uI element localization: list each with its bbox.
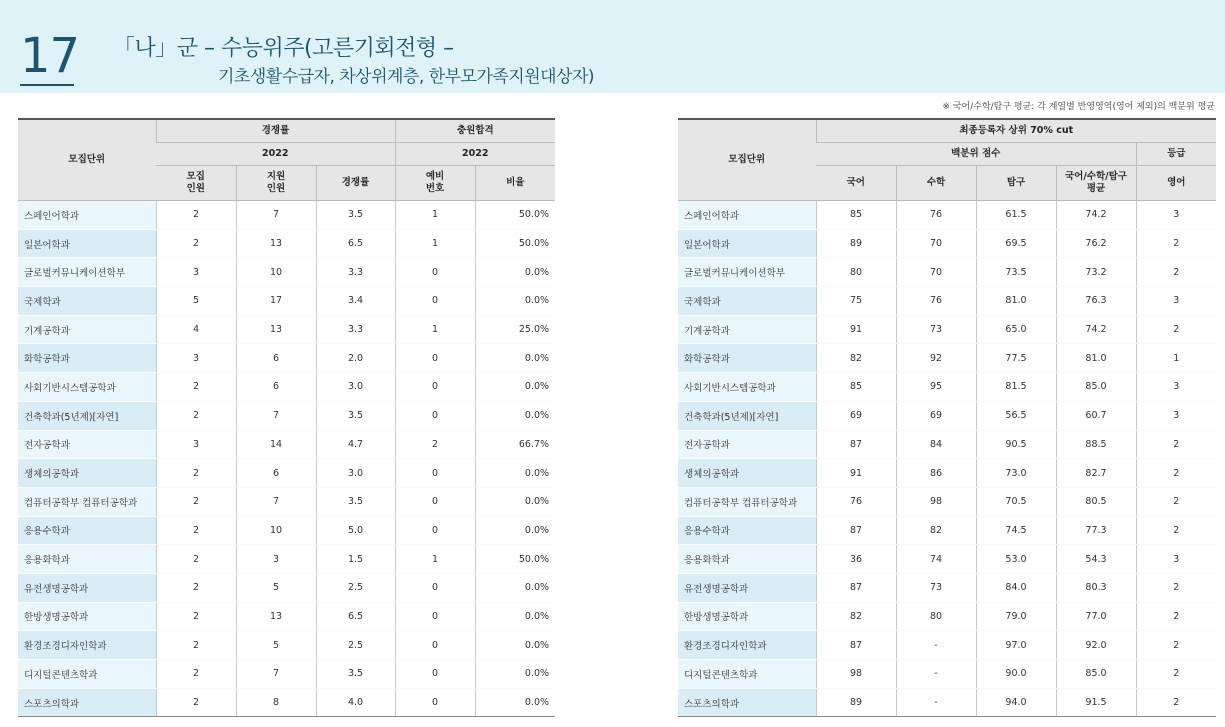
cell-reserve: 0 xyxy=(395,516,475,545)
cell-unit-name: 화학공학과 xyxy=(678,344,816,373)
cell-reserve: 0 xyxy=(395,459,475,488)
table-row xyxy=(678,344,1216,373)
table-row xyxy=(18,258,555,287)
cell-unit-name: 사회기반시스템공학과 xyxy=(18,373,156,402)
cell-rate: 6.5 xyxy=(316,229,395,258)
table-row xyxy=(18,315,555,344)
cell-math: 73 xyxy=(896,573,976,602)
cell-unit-name: 컴퓨터공학부 컴퓨터공학과 xyxy=(18,487,156,516)
page-subtitle: 기초생활수급자, 차상위계층, 한부모가족지원대상자) xyxy=(218,67,595,87)
cell-english: 2 xyxy=(1136,631,1216,660)
cell-ratio: 0.0% xyxy=(475,688,555,717)
table-row xyxy=(678,459,1216,488)
cell-english: 2 xyxy=(1136,573,1216,602)
cell-recruit: 3 xyxy=(156,430,236,459)
header-recruit xyxy=(156,166,236,201)
cell-unit-name: 스포츠의학과 xyxy=(18,688,156,717)
cell-reserve: 0 xyxy=(395,287,475,316)
cell-ratio: 0.0% xyxy=(475,287,555,316)
header-inquiry: 탐구 xyxy=(976,166,1056,201)
table-row xyxy=(678,631,1216,660)
cell-applicants: 13 xyxy=(236,229,316,258)
cell-unit-name: 기계공학과 xyxy=(678,315,816,344)
cell-average: 74.2 xyxy=(1056,201,1136,230)
cell-math: 70 xyxy=(896,258,976,287)
header-applicants xyxy=(236,166,316,201)
cell-unit-name: 유전생명공학과 xyxy=(678,573,816,602)
cell-math: 86 xyxy=(896,459,976,488)
cell-math: 82 xyxy=(896,516,976,545)
cell-inquiry: 69.5 xyxy=(976,229,1056,258)
cell-unit-name: 응용화학과 xyxy=(18,545,156,574)
cell-recruit: 2 xyxy=(156,516,236,545)
table-row xyxy=(678,573,1216,602)
cell-rate: 3.5 xyxy=(316,401,395,430)
cell-inquiry: 74.5 xyxy=(976,516,1056,545)
cell-unit-name: 기계공학과 xyxy=(18,315,156,344)
header-grade: 등급 xyxy=(1136,143,1216,166)
cell-korean: 87 xyxy=(816,573,896,602)
header-unit: 모집단위 xyxy=(18,119,156,201)
cell-english: 2 xyxy=(1136,459,1216,488)
cell-ratio: 66.7% xyxy=(475,430,555,459)
cell-average: 76.2 xyxy=(1056,229,1136,258)
cell-inquiry: 77.5 xyxy=(976,344,1056,373)
cell-math: 74 xyxy=(896,545,976,574)
cell-math: 76 xyxy=(896,287,976,316)
cell-unit-name: 응용화학과 xyxy=(678,545,816,574)
cell-reserve: 1 xyxy=(395,545,475,574)
cell-applicants: 17 xyxy=(236,287,316,316)
table-row xyxy=(678,602,1216,631)
cell-reserve: 0 xyxy=(395,373,475,402)
cell-unit-name: 스포츠의학과 xyxy=(678,688,816,717)
cell-math: - xyxy=(896,688,976,717)
cell-rate: 4.0 xyxy=(316,688,395,717)
table-row xyxy=(678,373,1216,402)
cell-english: 2 xyxy=(1136,229,1216,258)
header-recruit-label: 모집 인원 xyxy=(186,171,205,194)
cell-english: 2 xyxy=(1136,315,1216,344)
header-average-label: 국어/수학/탐구 평균 xyxy=(1064,171,1127,194)
cell-recruit: 2 xyxy=(156,229,236,258)
cell-rate: 2.5 xyxy=(316,573,395,602)
table-row xyxy=(18,287,555,316)
cell-inquiry: 84.0 xyxy=(976,573,1056,602)
cell-average: 77.0 xyxy=(1056,602,1136,631)
cell-math: 98 xyxy=(896,487,976,516)
header-competition-year: 2022 xyxy=(156,143,395,166)
header-korean: 국어 xyxy=(816,166,896,201)
cell-ratio: 50.0% xyxy=(475,229,555,258)
cell-unit-name: 한방생명공학과 xyxy=(18,602,156,631)
cell-unit-name: 유전생명공학과 xyxy=(18,573,156,602)
header-average xyxy=(1056,166,1136,201)
cell-ratio: 0.0% xyxy=(475,344,555,373)
cell-english: 3 xyxy=(1136,401,1216,430)
cell-reserve: 2 xyxy=(395,430,475,459)
cell-recruit: 2 xyxy=(156,660,236,689)
table-row xyxy=(678,315,1216,344)
cell-unit-name: 응용수학과 xyxy=(678,516,816,545)
header-percentile: 백분위 점수 xyxy=(816,143,1136,166)
cell-applicants: 6 xyxy=(236,373,316,402)
header-additional: 충원합격 xyxy=(395,119,555,143)
cell-reserve: 0 xyxy=(395,602,475,631)
table-row xyxy=(678,258,1216,287)
header-reserve-label: 예비 번호 xyxy=(425,171,445,194)
cell-applicants: 10 xyxy=(236,258,316,287)
cell-rate: 3.5 xyxy=(316,660,395,689)
cell-applicants: 7 xyxy=(236,401,316,430)
score-table xyxy=(678,118,1216,717)
cell-english: 3 xyxy=(1136,287,1216,316)
cell-korean: 85 xyxy=(816,373,896,402)
header-ratio: 비율 xyxy=(475,166,555,201)
table-row xyxy=(678,487,1216,516)
cell-inquiry: 65.0 xyxy=(976,315,1056,344)
cell-korean: 80 xyxy=(816,258,896,287)
competition-table xyxy=(18,118,555,717)
cell-ratio: 0.0% xyxy=(475,487,555,516)
cell-korean: 91 xyxy=(816,315,896,344)
cell-ratio: 0.0% xyxy=(475,573,555,602)
cell-reserve: 0 xyxy=(395,487,475,516)
cell-unit-name: 생체의공학과 xyxy=(18,459,156,488)
cell-unit-name: 전자공학과 xyxy=(678,430,816,459)
cell-recruit: 2 xyxy=(156,602,236,631)
cell-rate: 4.7 xyxy=(316,430,395,459)
cell-english: 1 xyxy=(1136,344,1216,373)
cell-math: 69 xyxy=(896,401,976,430)
cell-inquiry: 94.0 xyxy=(976,688,1056,717)
cell-unit-name: 한방생명공학과 xyxy=(678,602,816,631)
table-row xyxy=(18,573,555,602)
cell-math: 76 xyxy=(896,201,976,230)
header-competition: 경쟁률 xyxy=(156,119,395,143)
cell-average: 82.7 xyxy=(1056,459,1136,488)
cell-inquiry: 81.0 xyxy=(976,287,1056,316)
cell-unit-name: 환경조경디자인학과 xyxy=(18,631,156,660)
cell-unit-name: 스페인어학과 xyxy=(678,201,816,230)
cell-rate: 3.3 xyxy=(316,315,395,344)
cell-recruit: 4 xyxy=(156,315,236,344)
cell-math: - xyxy=(896,660,976,689)
cell-unit-name: 글로벌커뮤니케이션학부 xyxy=(18,258,156,287)
cell-recruit: 2 xyxy=(156,401,236,430)
header-top-cut: 최종등록자 상위 70% cut xyxy=(816,119,1216,143)
cell-unit-name: 환경조경디자인학과 xyxy=(678,631,816,660)
cell-average: 81.0 xyxy=(1056,344,1136,373)
cell-inquiry: 70.5 xyxy=(976,487,1056,516)
header-applicants-label: 지원 인원 xyxy=(266,171,286,194)
cell-inquiry: 90.5 xyxy=(976,430,1056,459)
table-row xyxy=(18,516,555,545)
cell-reserve: 0 xyxy=(395,688,475,717)
cell-inquiry: 61.5 xyxy=(976,201,1056,230)
cell-korean: 69 xyxy=(816,401,896,430)
cell-math: 92 xyxy=(896,344,976,373)
cell-unit-name: 디지털콘텐츠학과 xyxy=(678,660,816,689)
cell-math: 95 xyxy=(896,373,976,402)
cell-inquiry: 73.5 xyxy=(976,258,1056,287)
cell-korean: 82 xyxy=(816,602,896,631)
cell-reserve: 0 xyxy=(395,401,475,430)
table-row xyxy=(18,688,555,717)
cell-ratio: 50.0% xyxy=(475,201,555,230)
cell-korean: 76 xyxy=(816,487,896,516)
cell-applicants: 7 xyxy=(236,201,316,230)
cell-unit-name: 국제학과 xyxy=(678,287,816,316)
table-row xyxy=(18,229,555,258)
table-row xyxy=(678,430,1216,459)
header-english: 영어 xyxy=(1136,166,1216,201)
cell-rate: 3.0 xyxy=(316,373,395,402)
cell-ratio: 0.0% xyxy=(475,401,555,430)
cell-math: 84 xyxy=(896,430,976,459)
cell-applicants: 6 xyxy=(236,344,316,373)
cell-rate: 3.4 xyxy=(316,287,395,316)
cell-english: 3 xyxy=(1136,545,1216,574)
table-row xyxy=(18,487,555,516)
table-row xyxy=(678,201,1216,230)
cell-math: 80 xyxy=(896,602,976,631)
table-row xyxy=(678,401,1216,430)
cell-ratio: 0.0% xyxy=(475,631,555,660)
cell-recruit: 2 xyxy=(156,459,236,488)
cell-inquiry: 90.0 xyxy=(976,660,1056,689)
cell-korean: 87 xyxy=(816,516,896,545)
cell-average: 74.2 xyxy=(1056,315,1136,344)
cell-average: 85.0 xyxy=(1056,373,1136,402)
cell-ratio: 0.0% xyxy=(475,258,555,287)
table-row xyxy=(678,287,1216,316)
cell-ratio: 0.0% xyxy=(475,660,555,689)
cell-applicants: 10 xyxy=(236,516,316,545)
cell-unit-name: 국제학과 xyxy=(18,287,156,316)
cell-rate: 2.0 xyxy=(316,344,395,373)
cell-recruit: 2 xyxy=(156,487,236,516)
table-row xyxy=(678,516,1216,545)
cell-rate: 3.5 xyxy=(316,487,395,516)
cell-average: 85.0 xyxy=(1056,660,1136,689)
cell-korean: 89 xyxy=(816,229,896,258)
cell-rate: 5.0 xyxy=(316,516,395,545)
cell-ratio: 50.0% xyxy=(475,545,555,574)
cell-recruit: 2 xyxy=(156,545,236,574)
cell-applicants: 7 xyxy=(236,487,316,516)
cell-english: 2 xyxy=(1136,660,1216,689)
cell-unit-name: 응용수학과 xyxy=(18,516,156,545)
cell-recruit: 2 xyxy=(156,573,236,602)
cell-english: 2 xyxy=(1136,258,1216,287)
cell-reserve: 1 xyxy=(395,315,475,344)
cell-english: 2 xyxy=(1136,430,1216,459)
cell-unit-name: 화학공학과 xyxy=(18,344,156,373)
cell-ratio: 0.0% xyxy=(475,602,555,631)
header-additional-year: 2022 xyxy=(395,143,555,166)
cell-korean: 89 xyxy=(816,688,896,717)
cell-rate: 6.5 xyxy=(316,602,395,631)
cell-recruit: 2 xyxy=(156,373,236,402)
cell-recruit: 2 xyxy=(156,201,236,230)
cell-inquiry: 97.0 xyxy=(976,631,1056,660)
table-row xyxy=(678,229,1216,258)
header-rate: 경쟁률 xyxy=(316,166,395,201)
cell-ratio: 0.0% xyxy=(475,459,555,488)
cell-inquiry: 79.0 xyxy=(976,602,1056,631)
cell-unit-name: 글로벌커뮤니케이션학부 xyxy=(678,258,816,287)
cell-math: - xyxy=(896,631,976,660)
table-row xyxy=(18,373,555,402)
cell-unit-name: 스페인어학과 xyxy=(18,201,156,230)
table-row xyxy=(678,688,1216,717)
cell-english: 3 xyxy=(1136,373,1216,402)
cell-ratio: 0.0% xyxy=(475,373,555,402)
cell-reserve: 1 xyxy=(395,229,475,258)
cell-applicants: 3 xyxy=(236,545,316,574)
cell-unit-name: 컴퓨터공학부 컴퓨터공학과 xyxy=(678,487,816,516)
cell-average: 60.7 xyxy=(1056,401,1136,430)
cell-applicants: 5 xyxy=(236,573,316,602)
cell-unit-name: 건축학과(5년제)[자연] xyxy=(678,401,816,430)
cell-inquiry: 53.0 xyxy=(976,545,1056,574)
cell-ratio: 0.0% xyxy=(475,516,555,545)
cell-applicants: 6 xyxy=(236,459,316,488)
cell-average: 77.3 xyxy=(1056,516,1136,545)
table-row xyxy=(18,459,555,488)
cell-korean: 87 xyxy=(816,430,896,459)
cell-english: 2 xyxy=(1136,602,1216,631)
table-row xyxy=(18,430,555,459)
cell-recruit: 2 xyxy=(156,631,236,660)
cell-english: 3 xyxy=(1136,201,1216,230)
cell-korean: 91 xyxy=(816,459,896,488)
cell-average: 92.0 xyxy=(1056,631,1136,660)
cell-rate: 3.0 xyxy=(316,459,395,488)
cell-rate: 1.5 xyxy=(316,545,395,574)
cell-average: 73.2 xyxy=(1056,258,1136,287)
cell-average: 88.5 xyxy=(1056,430,1136,459)
table-row xyxy=(678,545,1216,574)
cell-english: 2 xyxy=(1136,487,1216,516)
page-number: 17 xyxy=(20,28,80,84)
page-title: 「나」군 – 수능위주(고른기회전형 – xyxy=(113,36,454,61)
cell-average: 80.5 xyxy=(1056,487,1136,516)
cell-korean: 82 xyxy=(816,344,896,373)
cell-korean: 85 xyxy=(816,201,896,230)
cell-rate: 2.5 xyxy=(316,631,395,660)
cell-math: 70 xyxy=(896,229,976,258)
header-reserve xyxy=(395,166,475,201)
cell-recruit: 5 xyxy=(156,287,236,316)
cell-recruit: 3 xyxy=(156,258,236,287)
table-row xyxy=(18,545,555,574)
page-number-underline xyxy=(20,84,74,86)
cell-applicants: 13 xyxy=(236,315,316,344)
cell-reserve: 0 xyxy=(395,631,475,660)
cell-unit-name: 건축학과(5년제)[자연] xyxy=(18,401,156,430)
table-row xyxy=(18,201,555,230)
cell-korean: 87 xyxy=(816,631,896,660)
cell-english: 2 xyxy=(1136,688,1216,717)
cell-reserve: 1 xyxy=(395,201,475,230)
cell-applicants: 7 xyxy=(236,660,316,689)
cell-applicants: 8 xyxy=(236,688,316,717)
table-row xyxy=(18,401,555,430)
cell-inquiry: 73.0 xyxy=(976,459,1056,488)
table-row xyxy=(18,344,555,373)
cell-korean: 75 xyxy=(816,287,896,316)
cell-applicants: 14 xyxy=(236,430,316,459)
header-math: 수학 xyxy=(896,166,976,201)
cell-reserve: 0 xyxy=(395,660,475,689)
cell-rate: 3.5 xyxy=(316,201,395,230)
cell-reserve: 0 xyxy=(395,258,475,287)
cell-inquiry: 81.5 xyxy=(976,373,1056,402)
cell-unit-name: 일본어학과 xyxy=(678,229,816,258)
page-header xyxy=(0,0,1225,93)
cell-reserve: 0 xyxy=(395,344,475,373)
cell-average: 80.3 xyxy=(1056,573,1136,602)
table-row xyxy=(18,602,555,631)
cell-inquiry: 56.5 xyxy=(976,401,1056,430)
cell-recruit: 2 xyxy=(156,688,236,717)
cell-rate: 3.3 xyxy=(316,258,395,287)
cell-reserve: 0 xyxy=(395,573,475,602)
footnote: ※ 국어/수학/탐구 평균: 각 계열별 반영영역(영어 제외)의 백분위 평균 xyxy=(942,102,1215,112)
cell-recruit: 3 xyxy=(156,344,236,373)
cell-unit-name: 전자공학과 xyxy=(18,430,156,459)
cell-average: 91.5 xyxy=(1056,688,1136,717)
cell-average: 76.3 xyxy=(1056,287,1136,316)
cell-unit-name: 디지털콘텐츠학과 xyxy=(18,660,156,689)
cell-math: 73 xyxy=(896,315,976,344)
cell-unit-name: 생체의공학과 xyxy=(678,459,816,488)
header-unit: 모집단위 xyxy=(678,119,816,201)
table-row xyxy=(678,660,1216,689)
cell-average: 54.3 xyxy=(1056,545,1136,574)
cell-korean: 98 xyxy=(816,660,896,689)
cell-english: 2 xyxy=(1136,516,1216,545)
cell-ratio: 25.0% xyxy=(475,315,555,344)
table-row xyxy=(18,660,555,689)
cell-korean: 36 xyxy=(816,545,896,574)
cell-unit-name: 일본어학과 xyxy=(18,229,156,258)
cell-applicants: 5 xyxy=(236,631,316,660)
cell-applicants: 13 xyxy=(236,602,316,631)
cell-unit-name: 사회기반시스템공학과 xyxy=(678,373,816,402)
table-row xyxy=(18,631,555,660)
